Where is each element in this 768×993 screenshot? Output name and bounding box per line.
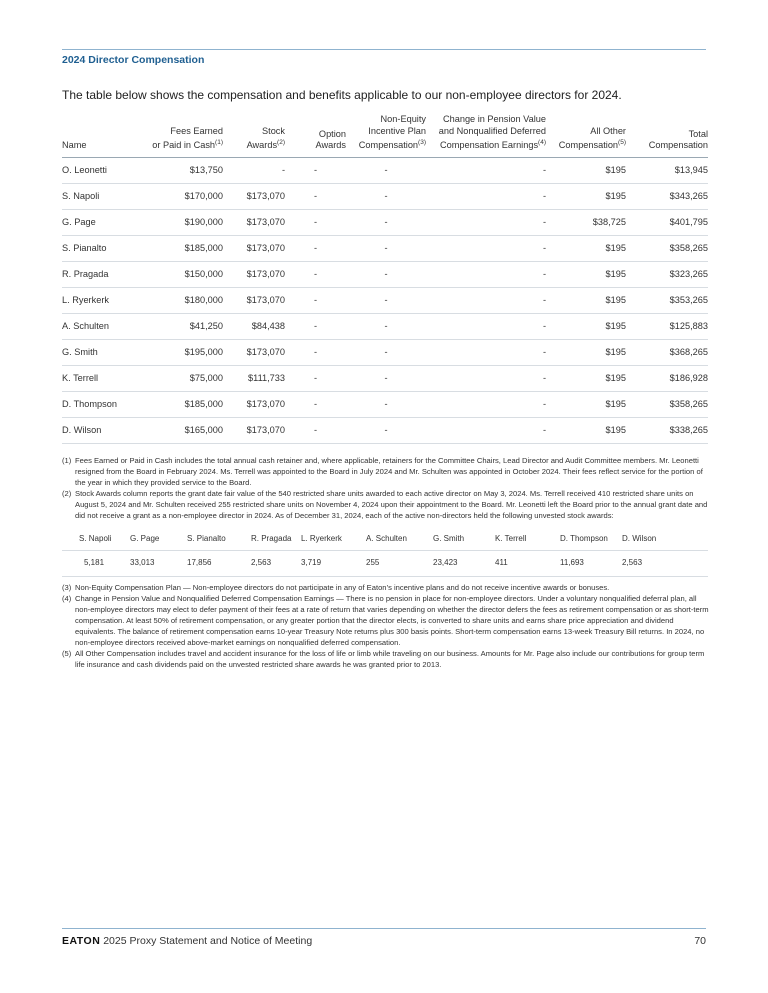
cell-other: $195	[546, 391, 626, 417]
unvested-header-row	[62, 529, 708, 551]
header-other: All Other Compensation$^{(5)}$	[546, 114, 626, 157]
unvested-value: 3,719	[301, 551, 366, 577]
cell-nonequity: -	[346, 313, 426, 339]
cell-nonequity: -	[346, 287, 426, 313]
footnote-3: (3) Non-Equity Compensation Plan — Non-employee directors do not participate in any of Eaton’s incentive plans and do not receive incentive awards or bonuses.	[62, 583, 610, 593]
cell-pension: -	[426, 339, 546, 365]
unvested-name: L. Ryerkerk	[301, 529, 366, 551]
header-name: Name	[62, 114, 130, 157]
cell-other: $195	[546, 183, 626, 209]
unvested-value: 2,563	[622, 551, 708, 577]
cell-option: -	[285, 339, 346, 365]
unvested-value: 17,856	[187, 551, 251, 577]
cell-name: A. Schulten	[62, 313, 130, 339]
cell-stock: $173,070	[223, 235, 285, 261]
unvested-name: G. Page	[130, 529, 187, 551]
cell-total: $125,883	[626, 313, 708, 339]
cell-option: -	[285, 157, 346, 183]
cell-nonequity: -	[346, 157, 426, 183]
footnote-1: (1) Fees Earned or Paid in Cash includes the total annual cash retainer and, where applicable, retainers for the Committee Chairs, Lead Director and Audit Committee members. Mr. Leonetti resigned from the Board in February 2024. Ms. Terrell was appointed to the Board in July 2024 and Mr. Schulten was appointed in October 2024. Their fees reflect service for the portion of the year in which they provided service to the Board.	[62, 456, 703, 487]
table-row	[62, 313, 708, 339]
unvested-value: 11,693	[560, 551, 622, 577]
table-row	[62, 183, 708, 209]
cell-fees: $195,000	[130, 339, 223, 365]
cell-nonequity: -	[346, 183, 426, 209]
cell-option: -	[285, 391, 346, 417]
cell-total: $338,265	[626, 417, 708, 443]
page-number: 70	[694, 935, 706, 947]
cell-fees: $185,000	[130, 235, 223, 261]
cell-option: -	[285, 235, 346, 261]
cell-name: R. Pragada	[62, 261, 130, 287]
header-stock: Stock Awards$^{(2)}$	[223, 114, 285, 157]
cell-pension: -	[426, 417, 546, 443]
header-option: Option Awards	[285, 114, 346, 157]
table-row	[62, 391, 708, 417]
unvested-value: 5,181	[62, 551, 130, 577]
cell-fees: $13,750	[130, 157, 223, 183]
table-row	[62, 365, 708, 391]
cell-option: -	[285, 365, 346, 391]
cell-name: O. Leonetti	[62, 157, 130, 183]
intro-text: The table below shows the compensation and benefits applicable to our non-employee directors for 2024.	[62, 88, 622, 102]
cell-name: L. Ryerkerk	[62, 287, 130, 313]
cell-pension: -	[426, 313, 546, 339]
unvested-value: 23,423	[433, 551, 495, 577]
cell-fees: $190,000	[130, 209, 223, 235]
cell-pension: -	[426, 157, 546, 183]
cell-other: $195	[546, 287, 626, 313]
unvested-value: 255	[366, 551, 433, 577]
page-footer	[62, 935, 706, 947]
cell-other: $195	[546, 235, 626, 261]
cell-stock: $173,070	[223, 209, 285, 235]
cell-pension: -	[426, 235, 546, 261]
footnotes	[62, 456, 712, 671]
cell-pension: -	[426, 261, 546, 287]
unvested-name: S. Napoli	[62, 529, 130, 551]
cell-option: -	[285, 261, 346, 287]
cell-total: $323,265	[626, 261, 708, 287]
cell-total: $186,928	[626, 365, 708, 391]
header-nonequity: Non-Equity Incentive Plan Compensation$^{(3)}$	[346, 114, 426, 157]
cell-nonequity: -	[346, 235, 426, 261]
cell-other: $195	[546, 339, 626, 365]
cell-fees: $150,000	[130, 261, 223, 287]
table-row	[62, 235, 708, 261]
brand-logo-text: EATON	[62, 935, 101, 947]
top-rule	[62, 49, 706, 50]
cell-stock: -	[223, 157, 285, 183]
cell-nonequity: -	[346, 339, 426, 365]
cell-name: S. Napoli	[62, 183, 130, 209]
cell-fees: $41,250	[130, 313, 223, 339]
cell-pension: -	[426, 183, 546, 209]
cell-stock: $173,070	[223, 183, 285, 209]
unvested-name: D. Thompson	[560, 529, 622, 551]
cell-option: -	[285, 287, 346, 313]
unvested-name: A. Schulten	[366, 529, 433, 551]
cell-option: -	[285, 209, 346, 235]
table-row	[62, 339, 708, 365]
table-row	[62, 417, 708, 443]
cell-fees: $165,000	[130, 417, 223, 443]
footnote-2: (2) Stock Awards column reports the grant date fair value of the 540 restricted share units awarded to each active director on May 3, 2024. Ms. Terrell received 410 restricted share units on August 5, 2024 and Mr. Schulten received 255 restricted share units on November 4, 2024 upon their appointment to the Board. Mr. Leonetti left the Board prior to the annual grant date and did not receive a grant as a non-employee director in 2024. As of December 31, 2024, each of the active non-directors held the following unvested stock awards:	[62, 488, 708, 520]
cell-fees: $180,000	[130, 287, 223, 313]
unvested-name: S. Pianalto	[187, 529, 251, 551]
cell-nonequity: -	[346, 365, 426, 391]
cell-total: $358,265	[626, 235, 708, 261]
table-row	[62, 157, 708, 183]
unvested-value: 33,013	[130, 551, 187, 577]
cell-other: $195	[546, 417, 626, 443]
cell-option: -	[285, 183, 346, 209]
cell-total: $343,265	[626, 183, 708, 209]
cell-stock: $173,070	[223, 261, 285, 287]
unvested-value: 2,563	[251, 551, 301, 577]
cell-fees: $185,000	[130, 391, 223, 417]
cell-pension: -	[426, 209, 546, 235]
cell-pension: -	[426, 287, 546, 313]
table-row	[62, 209, 708, 235]
cell-stock: $84,438	[223, 313, 285, 339]
cell-total: $358,265	[626, 391, 708, 417]
header-fees: Fees Earned or Paid in Cash$^{(1)}$	[130, 114, 223, 157]
cell-other: $195	[546, 365, 626, 391]
cell-total: $401,795	[626, 209, 708, 235]
cell-stock: $173,070	[223, 391, 285, 417]
section-title: 2024 Director Compensation	[62, 54, 205, 66]
cell-stock: $173,070	[223, 287, 285, 313]
cell-stock: $111,733	[223, 365, 285, 391]
unvested-name: K. Terrell	[495, 529, 560, 551]
cell-name: K. Terrell	[62, 365, 130, 391]
header-total: Total Compensation	[626, 114, 708, 157]
footer-title: 2025 Proxy Statement and Notice of Meeting	[103, 935, 313, 947]
cell-option: -	[285, 313, 346, 339]
cell-other: $195	[546, 157, 626, 183]
cell-nonequity: -	[346, 261, 426, 287]
cell-fees: $170,000	[130, 183, 223, 209]
cell-nonequity: -	[346, 391, 426, 417]
cell-other: $195	[546, 261, 626, 287]
cell-pension: -	[426, 365, 546, 391]
footnote-5: (5) All Other Compensation includes travel and accident insurance for the loss of life or limb while traveling on our business. Amounts for Mr. Page also include our contributions for group term life insurance and cash dividends paid on the unvested restricted share awards he was granted prior to 2013.	[62, 648, 705, 669]
cell-fees: $75,000	[130, 365, 223, 391]
header-pension: Change in Pension Value and Nonqualified Deferred Compensation Earnings$^{(4)}$	[426, 114, 546, 157]
cell-total: $353,265	[626, 287, 708, 313]
cell-other: $38,725	[546, 209, 626, 235]
footnote-4: (4) Change in Pension Value and Nonqualified Deferred Compensation Earnings — There is no pension in place for non-employee directors. Under a voluntary nonqualified deferral plan, all non-employee directors may elect to defer payment of their fees at a rate of return that varies depending on whether the director defers the fees as retirement compensation or as short-term compensation. At least 50% of retirement compensation, or any greater portion that the director elects, is converted to share units and earns share price appreciation and dividend equivalents. The balance of retirement compensation earns 10-year Treasury Note returns plus 300 basis points. Short-term compensation earns 13-week Treasury Bill returns. In 2024, no non-employee directors received above-market earnings on nonqualified deferred compensation.	[62, 594, 709, 647]
cell-stock: $173,070	[223, 417, 285, 443]
unvested-awards-table	[62, 529, 708, 577]
unvested-name: G. Smith	[433, 529, 495, 551]
cell-name: G. Page	[62, 209, 130, 235]
cell-total: $368,265	[626, 339, 708, 365]
unvested-values-row	[62, 551, 708, 577]
unvested-value: 411	[495, 551, 560, 577]
compensation-header-row	[62, 114, 708, 157]
cell-pension: -	[426, 391, 546, 417]
cell-name: D. Thompson	[62, 391, 130, 417]
bottom-rule	[62, 928, 706, 929]
cell-name: S. Pianalto	[62, 235, 130, 261]
cell-name: D. Wilson	[62, 417, 130, 443]
compensation-table	[62, 114, 708, 444]
unvested-name: R. Pragada	[251, 529, 301, 551]
cell-stock: $173,070	[223, 339, 285, 365]
cell-nonequity: -	[346, 209, 426, 235]
cell-other: $195	[546, 313, 626, 339]
table-row	[62, 261, 708, 287]
cell-name: G. Smith	[62, 339, 130, 365]
cell-nonequity: -	[346, 417, 426, 443]
table-row	[62, 287, 708, 313]
cell-option: -	[285, 417, 346, 443]
unvested-name: D. Wilson	[622, 529, 708, 551]
cell-total: $13,945	[626, 157, 708, 183]
